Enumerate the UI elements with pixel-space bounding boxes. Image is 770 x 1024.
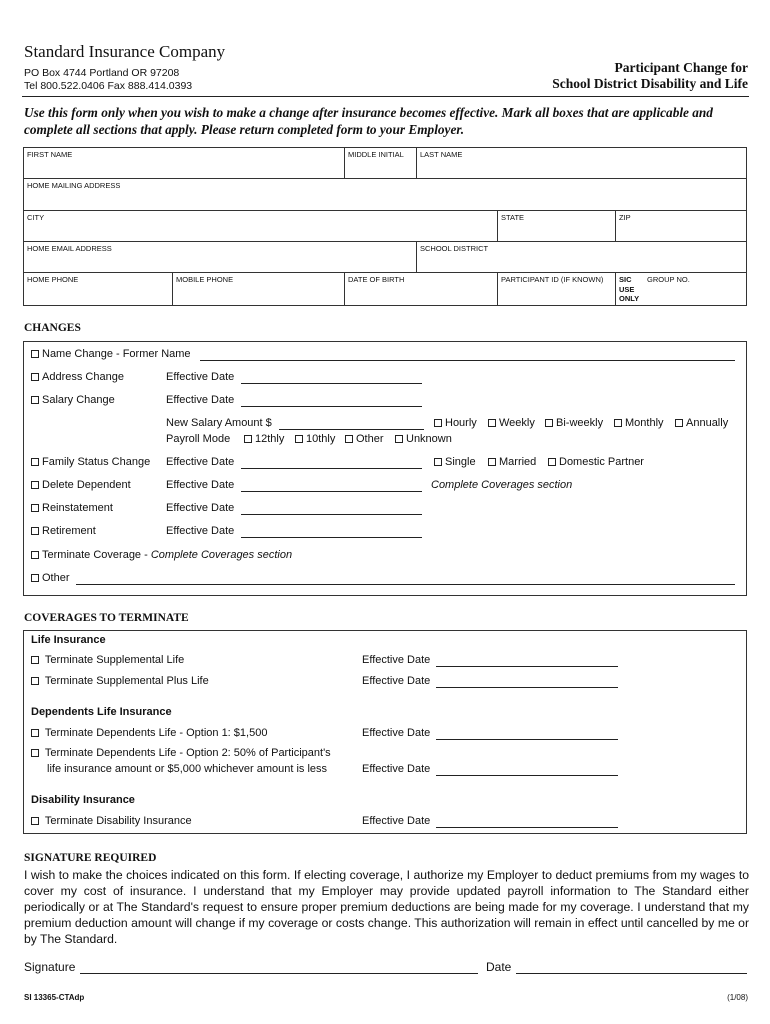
effective-date-label: Effective Date <box>166 479 235 491</box>
signature-date-line[interactable] <box>516 973 747 974</box>
address-change-option[interactable]: Address Change <box>31 371 124 383</box>
dep-opt1-date-line[interactable] <box>436 739 618 740</box>
checkbox-icon[interactable] <box>31 350 39 358</box>
other-change-line[interactable] <box>76 584 735 585</box>
reinstatement-effective-date-line[interactable] <box>241 514 422 515</box>
checkbox-icon[interactable] <box>244 435 252 443</box>
complete-coverages-note: Complete Coverages section <box>431 479 573 491</box>
dependents-opt2-continuation: life insurance amount or $5,000 whichever amount is less <box>47 763 328 775</box>
terminate-supplemental-life-option[interactable]: Terminate Supplemental Life <box>31 654 184 666</box>
effective-date-label: Effective Date <box>362 654 431 666</box>
effective-date-label: Effective Date <box>362 675 431 687</box>
effective-date-label: Effective Date <box>362 815 431 827</box>
coverages-heading: COVERAGES TO TERMINATE <box>24 612 189 624</box>
form-id: SI 13365-CTAdp <box>24 993 85 1002</box>
supp-life-date-line[interactable] <box>436 666 618 667</box>
mobile-phone-field[interactable]: MOBILE PHONE <box>172 272 345 306</box>
city-field[interactable]: CITY <box>23 210 498 242</box>
twelfthly-option[interactable]: 12thly <box>244 433 284 445</box>
checkbox-icon[interactable] <box>31 574 39 582</box>
other-change-option[interactable]: Other <box>31 572 70 584</box>
checkbox-icon[interactable] <box>31 656 39 664</box>
salary-effective-date-line[interactable] <box>241 406 422 407</box>
married-option[interactable]: Married <box>488 456 536 468</box>
tenthly-option[interactable]: 10thly <box>295 433 335 445</box>
effective-date-label: Effective Date <box>166 525 235 537</box>
retirement-option[interactable]: Retirement <box>31 525 96 537</box>
other-mode-option[interactable]: Other <box>345 433 384 445</box>
last-name-field[interactable]: LAST NAME <box>416 147 747 179</box>
effective-date-label: Effective Date <box>166 371 235 383</box>
delete-effective-date-line[interactable] <box>241 491 422 492</box>
changes-heading: CHANGES <box>24 322 81 334</box>
signature-authorization-text: I wish to make the choices indicated on this form. If electing coverage, I authorize my Employer to deduct premiums from my wages to cover my cost of insurance. I understand that my Employer may provide updated payroll information to The Standard either periodically or at The Standard's request to ensure proper premium deductions are being made for my coverage. I understand that my premium deduction amount will change if my coverage or costs change. This authorization will remain in effect until cancelled by me or by The Standard. <box>24 868 749 946</box>
first-name-field[interactable]: FIRST NAME <box>23 147 345 179</box>
home-email-field[interactable]: HOME EMAIL ADDRESS <box>23 241 417 273</box>
home-phone-field[interactable]: HOME PHONE <box>23 272 173 306</box>
checkbox-icon[interactable] <box>31 677 39 685</box>
participant-id-field[interactable]: PARTICIPANT ID (IF KNOWN) <box>497 272 616 306</box>
checkbox-icon[interactable] <box>434 458 442 466</box>
signature-line[interactable] <box>80 973 478 974</box>
disability-date-line[interactable] <box>436 827 618 828</box>
checkbox-icon[interactable] <box>345 435 353 443</box>
form-title-line1: Participant Change for <box>614 60 748 75</box>
checkbox-icon[interactable] <box>31 527 39 535</box>
checkbox-icon[interactable] <box>295 435 303 443</box>
checkbox-icon[interactable] <box>31 458 39 466</box>
only-label: ONLY <box>619 294 640 303</box>
zip-field[interactable]: ZIP <box>615 210 747 242</box>
checkbox-icon[interactable] <box>434 419 442 427</box>
salary-change-option[interactable]: Salary Change <box>31 394 115 406</box>
revision-date: (1/08) <box>727 993 748 1002</box>
checkbox-icon[interactable] <box>31 729 39 737</box>
date-of-birth-field[interactable]: DATE OF BIRTH <box>344 272 498 306</box>
terminate-disability-option[interactable]: Terminate Disability Insurance <box>31 815 192 827</box>
group-no-label: GROUP NO. <box>647 275 690 284</box>
company-name: Standard Insurance Company <box>24 42 226 61</box>
retirement-effective-date-line[interactable] <box>241 537 422 538</box>
terminate-dependents-opt2-option[interactable]: Terminate Dependents Life - Option 2: 50% of Participant's <box>31 747 331 759</box>
terminate-coverage-option[interactable]: Terminate Coverage - Complete Coverages section <box>31 549 292 561</box>
effective-date-label: Effective Date <box>166 456 235 468</box>
checkbox-icon[interactable] <box>31 481 39 489</box>
family-status-option[interactable]: Family Status Change <box>31 456 150 468</box>
form-title-line2: School District Disability and Life <box>552 76 748 91</box>
checkbox-icon[interactable] <box>488 419 496 427</box>
signature-heading: SIGNATURE REQUIRED <box>24 852 157 864</box>
checkbox-icon[interactable] <box>675 419 683 427</box>
monthly-option[interactable]: Monthly <box>614 417 664 429</box>
home-mailing-address-field[interactable]: HOME MAILING ADDRESS <box>23 178 747 211</box>
sic-label: SIC <box>619 275 632 284</box>
family-effective-date-line[interactable] <box>241 468 422 469</box>
delete-dependent-option[interactable]: Delete Dependent <box>31 479 131 491</box>
form-instructions: Use this form only when you wish to make a change after insurance becomes effective. Mark all boxes that are applicable and complete all sections that apply. Please return completed form to your Employer. <box>24 105 713 137</box>
effective-date-label: Effective Date <box>362 763 431 775</box>
new-salary-label: New Salary Amount $ <box>166 417 272 429</box>
checkbox-icon[interactable] <box>31 749 39 757</box>
checkbox-icon[interactable] <box>548 458 556 466</box>
supp-plus-date-line[interactable] <box>436 687 618 688</box>
dep-opt2-date-line[interactable] <box>436 775 618 776</box>
unknown-option[interactable]: Unknown <box>395 433 452 445</box>
hourly-option[interactable]: Hourly <box>434 417 477 429</box>
former-name-line[interactable] <box>200 360 735 361</box>
effective-date-label: Effective Date <box>166 502 235 514</box>
checkbox-icon[interactable] <box>31 373 39 381</box>
single-option[interactable]: Single <box>434 456 476 468</box>
annually-option[interactable]: Annually <box>675 417 728 429</box>
name-change-option[interactable]: Name Change - Former Name <box>31 348 191 360</box>
checkbox-icon[interactable] <box>31 551 39 559</box>
new-salary-line[interactable] <box>279 429 424 430</box>
use-label: USE <box>619 284 635 294</box>
checkbox-icon[interactable] <box>31 504 39 512</box>
biweekly-option[interactable]: Bi-weekly <box>545 417 603 429</box>
effective-date-label: Effective Date <box>166 394 235 406</box>
checkbox-icon[interactable] <box>31 396 39 404</box>
checkbox-icon[interactable] <box>488 458 496 466</box>
signature-label: Signature <box>24 960 76 974</box>
disability-insurance-heading: Disability Insurance <box>31 794 135 806</box>
effective-date-label: Effective Date <box>362 727 431 739</box>
address-effective-date-line[interactable] <box>241 383 422 384</box>
company-phone-fax: Tel 800.522.0406 Fax 888.414.0393 <box>24 80 193 92</box>
reinstatement-option[interactable]: Reinstatement <box>31 502 113 514</box>
checkbox-icon[interactable] <box>545 419 553 427</box>
company-address: PO Box 4744 Portland OR 97208 <box>24 67 180 79</box>
checkbox-icon[interactable] <box>31 817 39 825</box>
life-insurance-heading: Life Insurance <box>31 634 106 646</box>
sic-use-only-cell <box>615 272 747 306</box>
school-district-field[interactable]: SCHOOL DISTRICT <box>416 241 747 273</box>
state-field[interactable]: STATE <box>497 210 616 242</box>
date-label: Date <box>486 960 512 974</box>
middle-initial-field[interactable]: MIDDLE INITIAL <box>344 147 417 179</box>
checkbox-icon[interactable] <box>395 435 403 443</box>
domestic-partner-option[interactable]: Domestic Partner <box>548 456 644 468</box>
header-divider <box>22 96 749 97</box>
dependents-life-heading: Dependents Life Insurance <box>31 706 172 718</box>
terminate-dependents-opt1-option[interactable]: Terminate Dependents Life - Option 1: $1,500 <box>31 727 267 739</box>
checkbox-icon[interactable] <box>614 419 622 427</box>
payroll-mode-label: Payroll Mode <box>166 433 231 445</box>
terminate-supplemental-plus-option[interactable]: Terminate Supplemental Plus Life <box>31 675 209 687</box>
weekly-option[interactable]: Weekly <box>488 417 535 429</box>
